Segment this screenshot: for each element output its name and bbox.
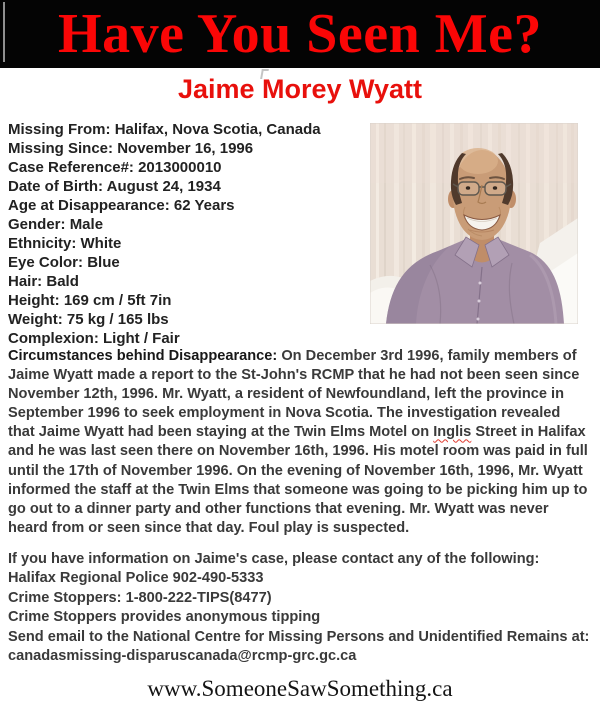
detail-label: Gender: bbox=[8, 216, 66, 233]
contact-line-email-intro: Send email to the National Centre for Missing Persons and Unidentified Remains at: bbox=[8, 628, 590, 645]
detail-value: Blue bbox=[87, 254, 120, 271]
detail-row-gender bbox=[8, 215, 360, 234]
email-address: canadasmissing-disparuscanada@rcmp-grc.gc.ca bbox=[8, 647, 357, 664]
eye-right bbox=[493, 186, 497, 190]
detail-row-date-of-birth bbox=[8, 177, 360, 196]
detail-value: Male bbox=[69, 216, 104, 233]
detail-label: Date of Birth: bbox=[8, 178, 103, 195]
contact-line-anonymous-tipping: Crime Stoppers provides anonymous tipping bbox=[8, 609, 321, 626]
detail-value: August 24, 1934 bbox=[106, 178, 221, 195]
detail-label: Case Reference#: bbox=[8, 159, 134, 176]
detail-label: Eye Color: bbox=[8, 254, 84, 271]
paragraph-line: until the 17th of November 1996. On the evening of November 16th, 1996, Mr. Wyatt bbox=[8, 462, 583, 479]
details-list bbox=[8, 120, 360, 348]
detail-label: Ethnicity: bbox=[8, 235, 77, 252]
detail-row-missing-from bbox=[8, 120, 360, 139]
detail-value: 2013000010 bbox=[138, 159, 222, 176]
detail-label: Hair: bbox=[8, 273, 43, 290]
person-name: Jaime Morey Wyatt bbox=[177, 74, 423, 104]
paragraph-line: informed the staff at the Twin Elms that someone was going to be picking him up to bbox=[8, 481, 588, 498]
detail-row-complexion bbox=[8, 329, 360, 348]
detail-row-eye-color bbox=[8, 253, 360, 272]
website-url: www.SomeoneSawSomething.ca bbox=[147, 676, 453, 701]
detail-row-missing-since bbox=[8, 139, 360, 158]
detail-label: Height: bbox=[8, 292, 60, 309]
detail-label: Weight: bbox=[8, 311, 63, 328]
paragraph-line: Jaime Wyatt made a report to the St-John's RCMP that he had not been seen since bbox=[8, 367, 580, 384]
detail-row-weight bbox=[8, 310, 360, 329]
portrait-illustration bbox=[370, 123, 578, 324]
paragraph-line bbox=[8, 423, 598, 442]
missing-person-photo bbox=[370, 123, 578, 324]
detail-value: White bbox=[80, 235, 122, 252]
paragraph-line bbox=[8, 347, 598, 366]
spellcheck-word: Inglis bbox=[433, 424, 472, 441]
detail-value: Light / Fair bbox=[103, 330, 180, 347]
detail-label: Missing From: bbox=[8, 121, 111, 138]
contact-line-crime-stoppers: Crime Stoppers: 1-800-222-TIPS(8477) bbox=[8, 589, 272, 606]
paragraph-line: heard from or seen since that day. Foul play is suspected. bbox=[8, 519, 410, 536]
detail-row-hair bbox=[8, 272, 360, 291]
paragraph-text: that Jaime Wyatt had been staying at the Twin Elms Motel on bbox=[8, 424, 434, 441]
banner bbox=[0, 0, 600, 68]
detail-value: Bald bbox=[46, 273, 79, 290]
contact-intro: If you have information on Jaime's case, please contact any of the following: bbox=[8, 551, 540, 567]
detail-value: 169 cm / 5ft 7in bbox=[63, 292, 172, 309]
detail-value: 75 kg / 165 lbs bbox=[66, 311, 169, 328]
detail-row-age-at-disappearance bbox=[8, 196, 360, 215]
banner-title: Have You Seen Me? bbox=[58, 3, 542, 65]
detail-value: 62 Years bbox=[173, 197, 235, 214]
detail-row-height bbox=[8, 291, 360, 310]
detail-value: Halifax, Nova Scotia, Canada bbox=[114, 121, 321, 138]
paragraph-text: On December 3rd 1996, family members of bbox=[281, 348, 577, 364]
paragraph-line: September 1996 to seek employment in Nova Scotia. The investigation revealed bbox=[8, 405, 561, 422]
circumstances-heading: Circumstances behind Disappearance: bbox=[8, 348, 278, 364]
banner-edge-line bbox=[3, 2, 5, 62]
detail-row-ethnicity bbox=[8, 234, 360, 253]
detail-row-case-reference bbox=[8, 158, 360, 177]
contact-info bbox=[8, 550, 598, 666]
detail-label: Missing Since: bbox=[8, 140, 114, 157]
detail-label: Complexion: bbox=[8, 330, 99, 347]
paragraph-line: and he was last seen there on November 16th, 1996. His motel room was paid in full bbox=[8, 443, 588, 460]
detail-value: November 16, 1996 bbox=[117, 140, 254, 157]
paragraph-line: November 12th, 1996. Mr. Wyatt, a resident of Newfoundland, left the province in bbox=[8, 386, 565, 403]
eye-left bbox=[466, 186, 470, 190]
detail-label: Age at Disappearance: bbox=[8, 197, 170, 214]
paragraph-text: Street in Halifax bbox=[471, 424, 586, 441]
paragraph-line: go out to a dinner party and other functions that evening. Mr. Wyatt was never bbox=[8, 500, 549, 517]
contact-line-halifax-police: Halifax Regional Police 902-490-5333 bbox=[8, 570, 264, 587]
circumstances-paragraph bbox=[8, 347, 598, 538]
